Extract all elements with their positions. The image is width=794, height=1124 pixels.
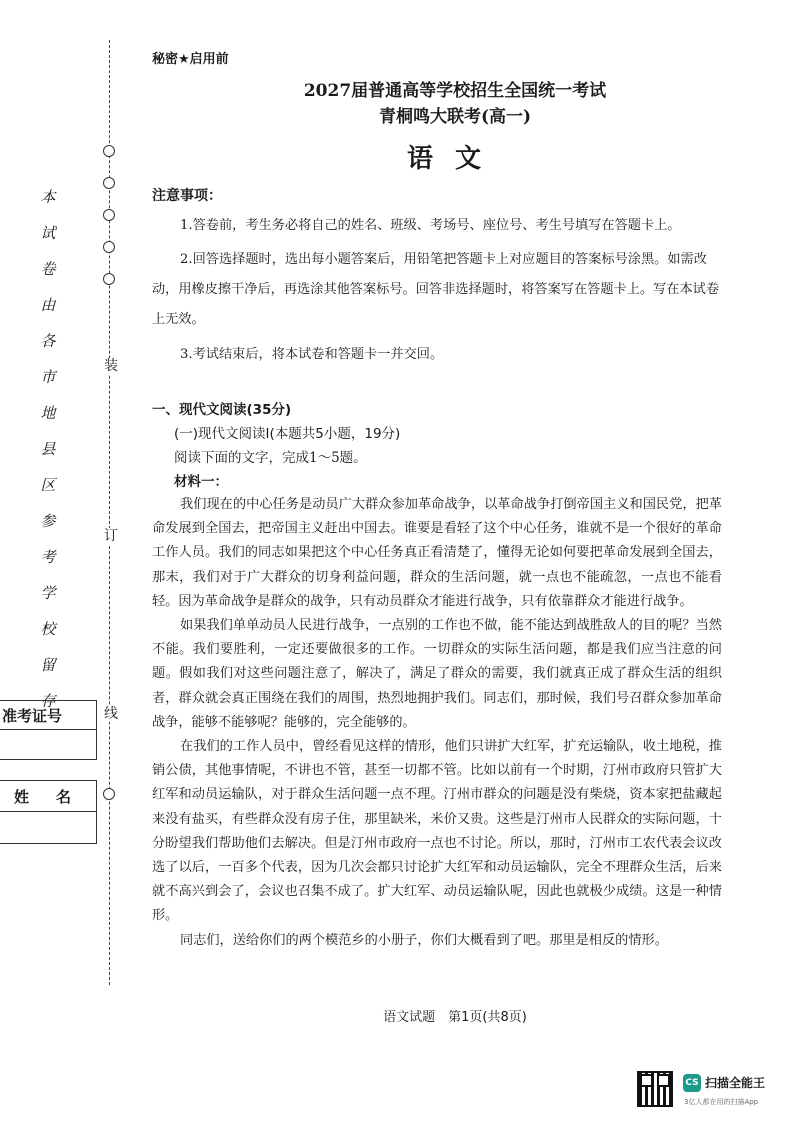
notice-item-1: 1.答卷前，考生务必将自己的姓名、班级、考场号、座位号、考生号填写在答题卡上。	[180, 218, 681, 233]
margin-notice-char: 试	[40, 224, 56, 242]
margin-notice-char: 区	[40, 476, 56, 494]
margin-notice-char: 本	[40, 188, 56, 206]
margin-notice-char: 由	[40, 296, 56, 314]
reading-instruction: 阅读下面的文字，完成1～5题。	[174, 450, 367, 466]
scanner-app-name: 扫描全能王	[705, 1076, 766, 1090]
passage-paragraph: 如果我们单单动员人民进行战争，一点别的工作也不做，能不能达到战胜敌人的目的呢？当然不能。我们要胜利，一定还要做很多的工作。一切群众的实际生活问题，都是我们应当注意的问题。假如我们对这些问题注意了，解决了，满足了群众的需要，我们就真正成了群众生活的组织者，群众就会真正围绕在我们的周围，热烈地拥护我们。同志们，那时候，我们号召群众参加革命战争，能够不能够呢？能够的，完全能够的。	[152, 618, 722, 730]
binding-mark-ding: 订	[104, 528, 118, 544]
section-heading: 一、现代文阅读(35分)	[152, 402, 292, 418]
scanner-tagline: 3亿人都在用的扫描App	[684, 1098, 759, 1106]
exam-subtitle: 青桐鸣大联考(高一)	[378, 107, 532, 127]
page-footer: 语文试题 第1页(共8页)	[383, 1010, 527, 1025]
subject-title: 语文	[406, 144, 503, 174]
margin-notice-char: 考	[40, 548, 56, 566]
margin-notice-char: 参	[40, 512, 56, 530]
margin-notice-char: 地	[40, 404, 56, 422]
margin-notice-char: 各	[40, 332, 56, 350]
binding-mark-zhuang: 装	[104, 358, 118, 374]
material-label: 材料一：	[174, 474, 228, 490]
binding-hole	[103, 241, 115, 253]
margin-notice-char: 县	[40, 440, 56, 458]
binding-hole	[103, 145, 115, 157]
passage-paragraph: 在我们的工作人员中，曾经看见这样的情形，他们只讲扩大红军，扩充运输队，收土地税，推销公债，其他事情呢，不讲也不管，甚至一切都不管。比如以前有一个时期，汀州市政府只管扩大红军和动员运输队，对于群众生活问题一点不理。汀州市群众的问题是没有柴烧，资本家把盐藏起来没有盐买，有些群众没有房子住，那里缺米，米价又贵。这些是汀州市人民群众的实际问题，十分盼望我们帮助他们去解决。但是汀州市政府一点也不讨论。所以，那时，汀州市工农代表会议改选了以后，一百多个代表，因为几次会都只讨论扩大红军和动员运输队，完全不理群众生活，后来就不高兴到会了，会议也召集不成了。扩大红军、动员运输队呢，因此也就极少成绩。这是一种情形。	[152, 739, 722, 924]
margin-notice-char: 市	[40, 368, 56, 386]
binding-hole	[103, 177, 115, 189]
camscanner-logo-icon: CS	[683, 1074, 701, 1092]
binding-hole	[103, 788, 115, 800]
margin-notice-char: 存	[40, 692, 56, 710]
exam-title: 2027届普通高等学校招生全国统一考试	[303, 81, 607, 101]
binding-hole	[103, 209, 115, 221]
name-label: 姓 名	[14, 788, 78, 806]
qr-code-icon	[637, 1071, 673, 1107]
margin-notice-char: 卷	[40, 260, 56, 278]
margin-notice-char: 校	[40, 620, 56, 638]
subsection-heading: (一)现代文阅读Ⅰ(本题共5小题，19分)	[174, 426, 401, 442]
notice-item-3: 3.考试结束后，将本试卷和答题卡一并交回。	[180, 347, 444, 362]
notice-item-2: 2.回答选择题时，选出每小题答案后，用铅笔把答题卡上对应题目的答案标号涂黑。如需改动，用橡皮擦干净后，再选涂其他答案标号。回答非选择题时，将答案写在答题卡上。写在本试卷上无效。	[152, 252, 720, 327]
exam-number-label: 准考证号	[2, 707, 63, 725]
passage-paragraph: 同志们，送给你们的两个模范乡的小册子，你们大概看到了吧。那里是相反的情形。	[180, 932, 668, 948]
margin-notice-char: 学	[40, 584, 56, 602]
margin-notice-char: 留	[40, 656, 56, 674]
binding-mark-xian: 线	[104, 706, 118, 722]
secret-mark: 秘密★启用前	[152, 52, 229, 67]
passage	[152, 493, 722, 953]
notice-heading: 注意事项：	[152, 188, 222, 204]
passage-paragraph: 我们现在的中心任务是动员广大群众参加革命战争，以革命战争打倒帝国主义和国民党，把革命发展到全国去，把帝国主义赶出中国去。谁要是看轻了这个中心任务，谁就不是一个很好的革命工作人员。我们的同志如果把这个中心任务真正看清楚了，懂得无论如何要把革命发展到全国去，那末，我们对于广大群众的切身利益问题，群众的生活问题，就一点也不能疏忽，一点也不能看轻。因为革命战争是群众的战争，只有动员群众才能进行战争，只有依靠群众才能进行战争。	[152, 497, 722, 609]
binding-hole	[103, 273, 115, 285]
